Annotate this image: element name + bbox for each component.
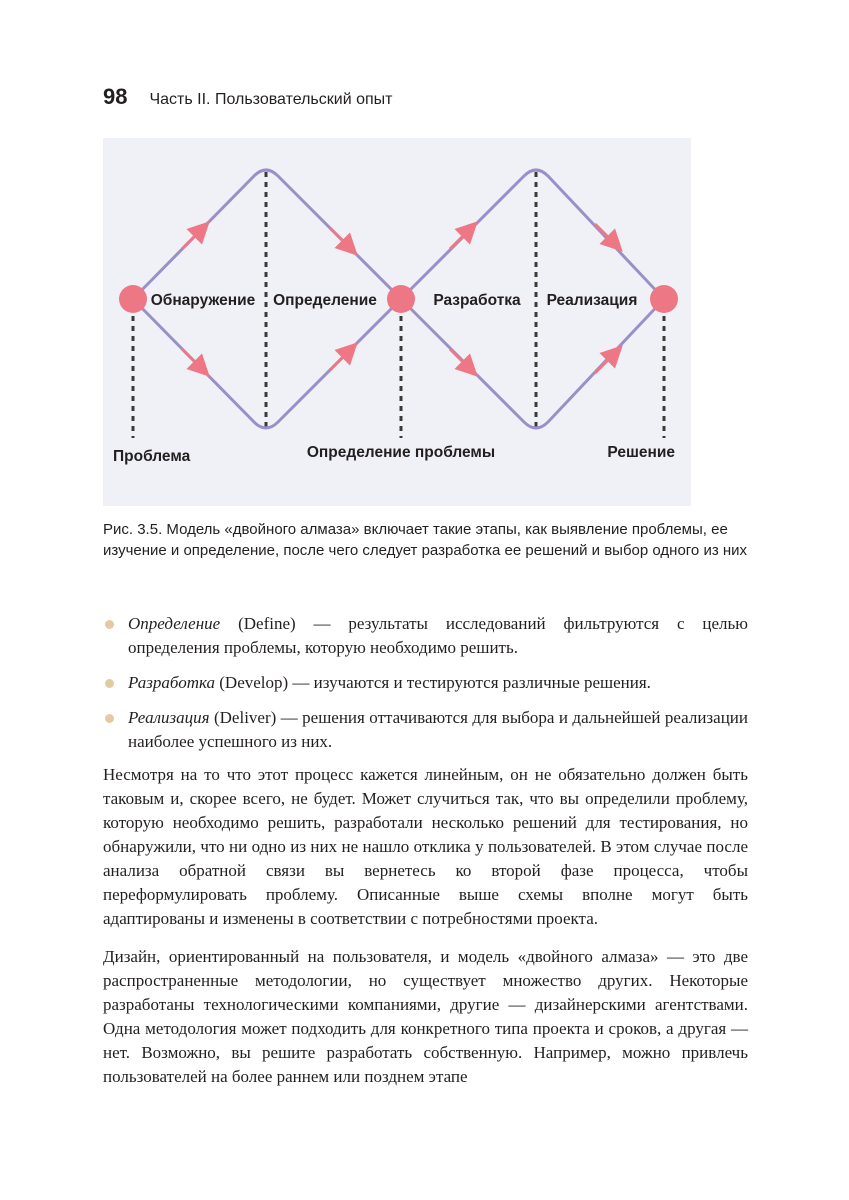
milestone-label-solution: Решение — [607, 444, 675, 461]
arrow-marker — [182, 349, 202, 369]
end-node — [650, 285, 678, 313]
bullet-term: Разработка — [128, 673, 216, 692]
arrow-marker — [330, 350, 350, 370]
milestone-label-problem-definition: Определение проблемы — [306, 444, 496, 461]
bullet-term: Реализация — [128, 708, 210, 727]
double-diamond-diagram — [103, 138, 691, 506]
middle-node — [387, 285, 415, 313]
bullet-text: (Define) — результаты исследований фильтруются с целью определения проблемы, которую необходимо решить. — [128, 614, 748, 657]
stage-label-deliver: Реализация — [546, 292, 638, 309]
arrow-marker — [330, 228, 350, 248]
stage-label-define: Определение — [273, 292, 377, 309]
list-item — [103, 612, 748, 660]
list-item — [103, 706, 748, 754]
figure-caption: Рис. 3.5. Модель «двойного алмаза» включает такие этапы, как выявление проблемы, ее изучение и определение, после чего следует разработка ее решений и выбор одного из них — [103, 521, 748, 559]
bullet-text: (Develop) — изучаются и тестируются различные решения. — [215, 673, 651, 692]
arrow-marker — [595, 224, 615, 244]
arrow-marker — [450, 349, 470, 369]
bullet-term: Определение — [128, 614, 221, 633]
arrow-marker — [595, 353, 615, 373]
stage-label-develop: Разработка — [433, 292, 521, 309]
start-node — [119, 285, 147, 313]
bullet-dot-icon — [105, 679, 114, 688]
bullet-text: (Deliver) — решения оттачиваются для выбора и дальнейшей реализации наиболее успешного из них. — [128, 708, 748, 751]
page-number: 98 — [103, 84, 128, 109]
arrow-marker — [450, 229, 470, 249]
double-diamond-figure — [103, 138, 691, 506]
body-paragraph: Несмотря на то что этот процесс кажется линейным, он не обязательно должен быть таковым и, скорее всего, не будет. Может случиться так, что вы определили проблему, которую необходимо решить, разработали несколько решений для тестирования, но обнаружили, что ни одно из них не нашло отклика у пользователей. В этом случае после анализа обратной связи вы вернетесь ко второй фазе процесса, чтобы переформулировать проблему. Описанные выше схемы вполне могут быть адаптированы и изменены в соответствии с потребностями проекта. — [103, 765, 748, 928]
arrow-marker — [182, 229, 202, 249]
page-header — [103, 84, 392, 110]
bullet-list — [103, 612, 748, 765]
list-item — [103, 671, 748, 695]
milestone-label-problem: Проблема — [113, 448, 191, 465]
running-title: Часть II. Пользовательский опыт — [149, 91, 393, 108]
body-paragraph: Дизайн, ориентированный на пользователя, и модель «двойного алмаза» — это две распространенные методологии, но существует множество других. Некоторые разработаны технологическими компаниями, другие — дизайнерскими агентствами. Одна методология может подходить для конкретного типа проекта и сроков, а другая — нет. Возможно, вы решите разработать собственную. Например, можно привлечь пользователей на более раннем или позднем этапе — [103, 947, 748, 1086]
bullet-dot-icon — [105, 714, 114, 723]
stage-label-discover: Обнаружение — [150, 292, 256, 309]
bullet-dot-icon — [105, 620, 114, 629]
